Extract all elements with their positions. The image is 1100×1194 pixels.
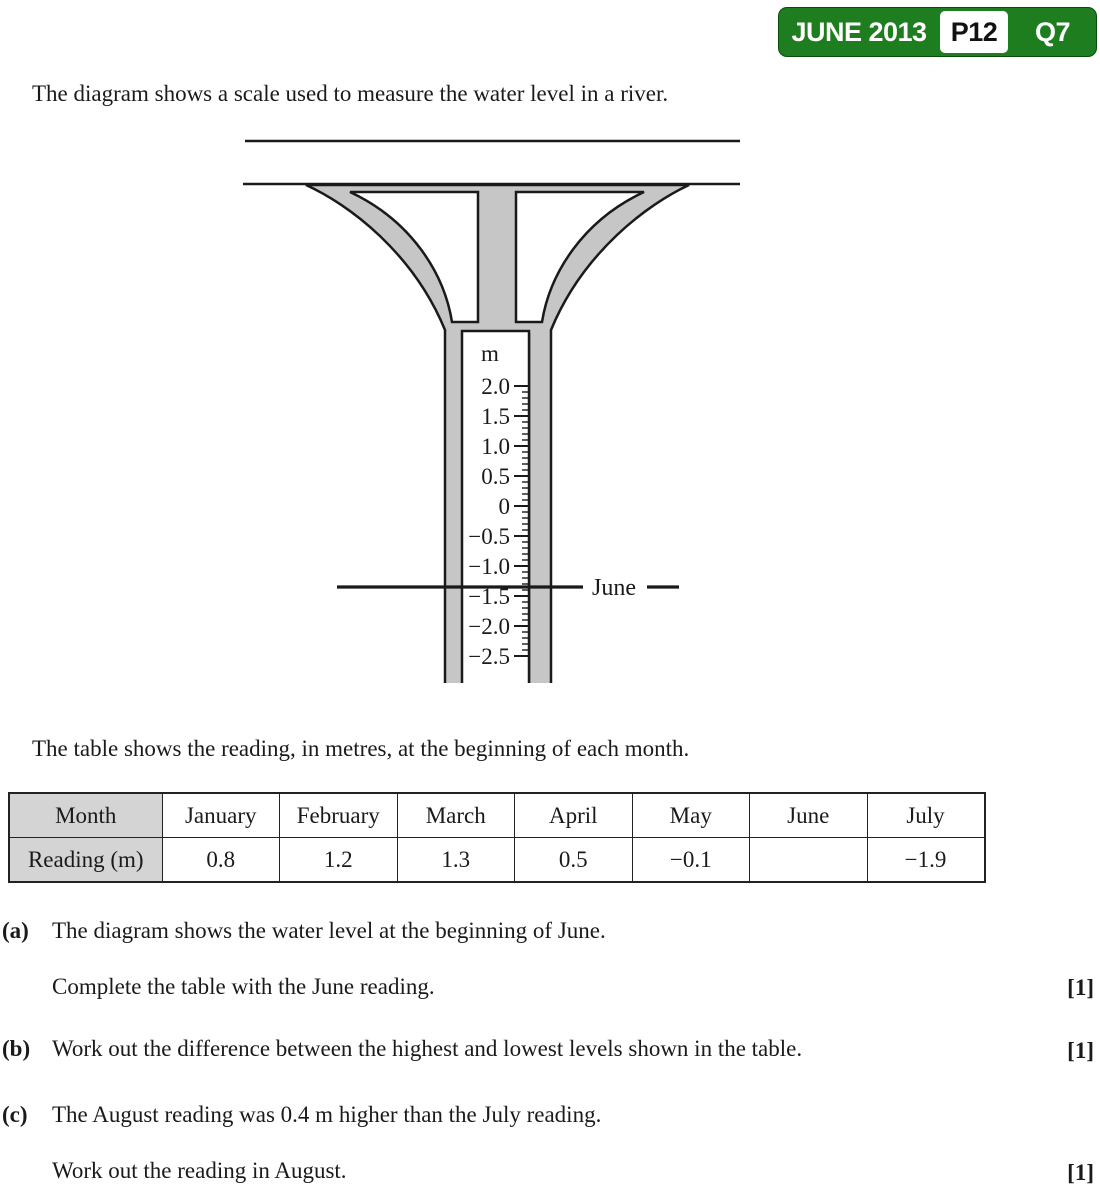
reading-cell: −1.9 [867,838,985,883]
paper-number-label: P12 [940,11,1008,53]
scale-major-label: −0.5 [468,524,510,549]
scale-major-label: 2.0 [481,374,510,399]
marks-b: [1] [1067,1038,1094,1063]
question-b-text1: Work out the difference between the highest and lowest levels shown in the table. [52,1036,803,1061]
table-row [9,838,985,883]
month-header-cell: July [867,793,985,838]
month-header-cell: March [397,793,515,838]
scale-major-label: 1.5 [481,404,510,429]
question-a-text1: The diagram shows the water level at the beginning of June. [52,918,606,943]
question-a-line2: Complete the table with the June reading. [52,974,435,999]
month-header-cell: June [750,793,868,838]
scale-major-label: 1.0 [481,434,510,459]
reading-cell: 1.3 [397,838,515,883]
scale-major-label: 0.5 [481,464,510,489]
reading-cell: 0.8 [162,838,280,883]
scale-unit-label: m [481,341,499,366]
question-c-line2: Work out the reading in August. [52,1158,347,1183]
question-number-label: Q7 [1034,16,1071,47]
june-water-label: June [592,575,636,601]
marks-c: [1] [1067,1160,1094,1185]
month-row-header: Month [9,793,162,838]
question-b-line1 [2,1035,802,1063]
question-reference-badge [778,7,1097,57]
scale-major-label: 0 [498,494,510,519]
part-b-label: (b) [2,1036,31,1061]
river-scale-diagram [230,130,760,683]
month-header-cell: January [162,793,280,838]
scale-major-label: −2.0 [468,614,510,639]
june-reading-cell-empty [750,838,868,883]
question-c-text1: The August reading was 0.4 m higher than the July reading. [52,1102,602,1127]
scale-major-label: −2.5 [468,644,510,669]
reading-cell: −0.1 [632,838,750,883]
month-header-cell: May [632,793,750,838]
part-c-label: (c) [2,1102,28,1127]
table-row [9,793,985,838]
exam-session-label: JUNE 2013 [791,16,927,47]
question-c-line1 [2,1101,601,1129]
reading-cell: 1.2 [280,838,398,883]
reading-row-header: Reading (m) [9,838,162,883]
question-a-line1 [2,917,606,945]
intro-text: The diagram shows a scale used to measure the water level in a river. [32,81,669,106]
monthly-readings-table [8,792,986,883]
part-a-label: (a) [2,918,29,943]
table-intro-text: The table shows the reading, in metres, at the beginning of each month. [32,736,690,761]
month-header-cell: April [515,793,633,838]
month-header-cell: February [280,793,398,838]
scale-major-label: −1.5 [468,584,510,609]
marks-a: [1] [1067,975,1094,1000]
scale-major-label: −1.0 [468,554,510,579]
reading-cell: 0.5 [515,838,633,883]
